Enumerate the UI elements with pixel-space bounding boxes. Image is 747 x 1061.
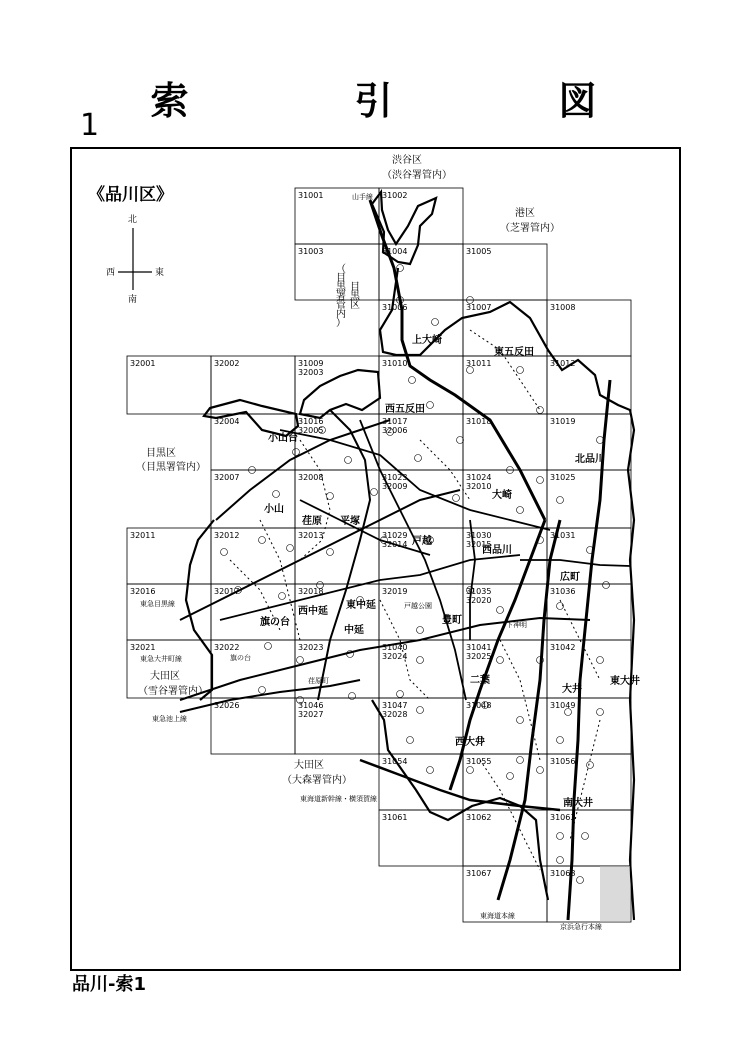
grid-cell-number: 31003: [298, 247, 324, 256]
sea-hatch: [600, 866, 630, 922]
town-nishioi: 西大井: [455, 737, 485, 748]
grid-cell[interactable]: [127, 584, 211, 640]
grid-cell-number: 32008: [298, 473, 324, 482]
district-marker: [221, 549, 228, 556]
grid-cell-number: 31041: [466, 643, 492, 652]
district-marker: [259, 687, 266, 694]
grid-cell-number: 31023: [382, 473, 408, 482]
meguro-north-char: ）: [336, 318, 346, 329]
town-nishishinagawa: 西品川: [482, 545, 512, 556]
sea-area: [600, 866, 630, 922]
grid-cell-number: 31030: [466, 531, 492, 540]
grid-cell-number: 31018: [466, 417, 492, 426]
district-marker: [293, 449, 300, 456]
grid-cell-number: 31031: [550, 531, 576, 540]
district-marker: [415, 455, 422, 462]
town-minamioi: 南大井: [563, 798, 593, 809]
ota-west-label: 大田区: [150, 671, 180, 682]
grid-cell-number: 31040: [382, 643, 408, 652]
district-boundary: [470, 330, 540, 410]
grid-cell[interactable]: [379, 244, 463, 300]
page-footer: 品川-索1: [72, 974, 146, 995]
grid-cell-number: 31029: [382, 531, 408, 540]
district-marker: [279, 593, 286, 600]
district-marker: [397, 691, 404, 698]
line-labels: [140, 192, 602, 931]
grid-cell-number: 32003: [298, 368, 324, 377]
district-marker: [371, 489, 378, 496]
grid-cell-number: 31004: [382, 247, 408, 256]
grid-cell-number: 32019: [382, 587, 408, 596]
grid-cell-number: 32010: [466, 482, 492, 491]
main-roads: [220, 420, 630, 700]
district-marker: [349, 693, 356, 700]
grid-cell-number: 32028: [382, 710, 408, 719]
grid-cell-number: 32005: [298, 426, 324, 435]
grid-cell[interactable]: [547, 470, 631, 528]
district-marker: [537, 407, 544, 414]
grid-cell-number: 32002: [214, 359, 240, 368]
main-road-5: [520, 560, 630, 566]
page-number: 1: [80, 108, 100, 143]
grid-cell-number: 32027: [298, 710, 324, 719]
meguro-north-char: （: [336, 264, 346, 275]
yamanote-label: 山手線: [352, 193, 373, 201]
district-marker: [597, 709, 604, 716]
town-hatanodai: 旗の台: [260, 617, 290, 628]
town-osaki: 大崎: [492, 490, 512, 501]
grid-cell-number: 31049: [550, 701, 576, 710]
meguro-north-char: 署: [336, 291, 346, 302]
index-grid: [127, 188, 631, 922]
town-nakanobu: 中延: [344, 625, 364, 636]
ward-label: 《品川区》: [88, 185, 173, 205]
district-marker: [417, 627, 424, 634]
district-marker: [517, 757, 524, 764]
grid-cell-number: 31019: [550, 417, 576, 426]
grid-cell-number: 32026: [214, 701, 240, 710]
town-labels: [260, 333, 640, 809]
district-boundary: [300, 440, 330, 560]
grid-cell-number: 31007: [466, 303, 492, 312]
district-marker: [497, 657, 504, 664]
grid-cell-number: 31035: [466, 587, 492, 596]
grid-cell-number: 31024: [466, 473, 492, 482]
grid-cell-number: 32007: [214, 473, 240, 482]
district-marker: [587, 762, 594, 769]
main-road-2: [360, 420, 466, 700]
district-marker: [407, 737, 414, 744]
tokaido-label: 東海道本線: [480, 912, 515, 920]
district-marker: [557, 857, 564, 864]
district-marker: [417, 657, 424, 664]
meguro-west-label: 目黒区: [146, 448, 176, 459]
grid-cell-number: 31063: [550, 813, 576, 822]
grid-cell[interactable]: [295, 698, 379, 754]
town-oi: 大井: [562, 684, 582, 695]
grid-cell-number: 32025: [466, 652, 492, 661]
grid-cell[interactable]: [463, 244, 547, 300]
ota-south-sub-label: （大森署管内）: [282, 775, 352, 786]
shibuya-sub-label: （渋谷署管内）: [382, 170, 452, 181]
district-marker: [507, 773, 514, 780]
town-hiromachi: 広町: [560, 572, 580, 583]
grid-cell-number: 31005: [466, 247, 492, 256]
grid-cell[interactable]: [463, 640, 547, 698]
district-marker: [287, 545, 294, 552]
grid-cell-number: 31011: [466, 359, 492, 368]
district-numerals: [221, 265, 610, 884]
district-marker: [582, 833, 589, 840]
grid-cell[interactable]: [547, 698, 631, 754]
grid-cell-number: 31056: [550, 757, 576, 766]
district-marker: [597, 437, 604, 444]
district-marker: [327, 549, 334, 556]
tokaido-main-line: [498, 520, 560, 900]
oimachi-line-label: 東急大井町線: [140, 655, 182, 663]
grid-cell-number: 31048: [466, 701, 492, 710]
meguro-line-branch: [318, 410, 370, 700]
grid-cell[interactable]: [547, 810, 631, 866]
district-marker: [517, 507, 524, 514]
grid-cell-number: 31006: [382, 303, 408, 312]
minato-label: 港区: [515, 208, 535, 219]
grid-cell[interactable]: [547, 300, 631, 356]
meguro-line-label: 東急目黒線: [140, 600, 175, 608]
grid-cell-number: 32023: [298, 643, 324, 652]
grid-cell[interactable]: [211, 470, 295, 528]
district-marker: [327, 493, 334, 500]
compass-south: 南: [128, 295, 138, 305]
grid-cell-number: 31002: [382, 191, 408, 200]
compass: [106, 213, 164, 305]
town-nishinakanobu: 西中延: [298, 606, 328, 617]
district-marker: [497, 607, 504, 614]
grid-cell-number: 31042: [550, 643, 576, 652]
togoshi-park-label: 戸越公園: [404, 602, 432, 610]
grid-cell[interactable]: [463, 584, 547, 640]
meguro-north-char: 区: [350, 300, 360, 311]
district-marker: [345, 457, 352, 464]
town-koyama: 小山: [264, 504, 284, 515]
district-marker: [537, 477, 544, 484]
meguro-west-sub-label: （目黒署管内）: [136, 462, 206, 473]
ota-west-sub-label: （雪谷署管内）: [138, 686, 208, 697]
grid-cell-number: 31017: [382, 417, 408, 426]
grid-cell-number: 31012: [550, 359, 576, 368]
district-marker: [453, 495, 460, 502]
grid-cell-number: 32017: [214, 587, 240, 596]
district-marker: [557, 497, 564, 504]
compass-east: 東: [155, 268, 165, 278]
grid-cell-number: 32001: [130, 359, 156, 368]
grid-cell-number: 31008: [550, 303, 576, 312]
hatanodai-station-label: 旗の台: [230, 654, 251, 662]
town-ebara: 荏原: [302, 516, 322, 527]
grid-cell-number: 31047: [382, 701, 408, 710]
shibuya-label: 渋谷区: [392, 155, 422, 166]
meguro-north-char: 黒: [350, 291, 360, 302]
meguro-north-char: 目: [336, 273, 346, 284]
grid-cell-number: 32015: [466, 540, 492, 549]
grid-cell-number: 32006: [382, 426, 408, 435]
district-marker: [517, 367, 524, 374]
grid-cell-number: 31001: [298, 191, 324, 200]
meguro-north-char: 黒: [336, 282, 346, 293]
town-yutakacho: 豊町: [442, 615, 462, 626]
district-marker: [597, 657, 604, 664]
grid-cell-number: 31036: [550, 587, 576, 596]
town-higashigotanda: 東五反田: [494, 347, 534, 358]
district-marker: [409, 377, 416, 384]
grid-cell-number: 31025: [550, 473, 576, 482]
grid-cell-number: 32016: [130, 587, 156, 596]
grid-cell-number: 32014: [382, 540, 408, 549]
grid-cell-number: 31010: [382, 359, 408, 368]
grid-cell-number: 31009: [298, 359, 324, 368]
keikyu-label: 京浜急行本線: [560, 923, 602, 931]
grid-cell[interactable]: [211, 528, 295, 584]
district-marker: [557, 833, 564, 840]
grid-cell-number: 31054: [382, 757, 408, 766]
district-marker: [517, 717, 524, 724]
grid-cell[interactable]: [379, 640, 463, 698]
district-boundary: [500, 640, 540, 760]
grid-cell-number: 32021: [130, 643, 156, 652]
town-kitashinagawa: 北品川: [575, 454, 605, 465]
grid-cell-number: 31046: [298, 701, 324, 710]
ebaramachi-label: 荏原町: [308, 677, 329, 685]
shimoshinmei-label: 下神明: [506, 621, 527, 629]
compass-west: 西: [106, 268, 116, 278]
meguro-north-label: [336, 263, 361, 329]
district-marker: [427, 767, 434, 774]
grid-cell-number: 31055: [466, 757, 492, 766]
district-marker: [537, 767, 544, 774]
shinkansen-label: 東海道新幹線・横須賀線: [300, 795, 377, 803]
town-futaba: 二葉: [470, 675, 490, 686]
district-marker: [259, 537, 266, 544]
grid-cell-number: 31062: [466, 813, 492, 822]
ota-south-label: 大田区: [294, 760, 324, 771]
town-higashinakanobu: 東中延: [346, 600, 376, 611]
district-marker: [577, 877, 584, 884]
grid-cell-number: 32022: [214, 643, 240, 652]
town-hiratsuka: 平塚: [340, 516, 360, 527]
minato-sub-label: （芝署管内）: [500, 223, 560, 234]
district-marker: [273, 491, 280, 498]
grid-cell[interactable]: [127, 356, 211, 414]
grid-cell-number: 32020: [466, 596, 492, 605]
grid-cell-number: 31068: [550, 869, 576, 878]
area-labels: [136, 153, 560, 786]
district-marker: [603, 582, 610, 589]
town-koyamadai: 小山台: [268, 433, 298, 444]
grid-cell-number: 32013: [298, 531, 324, 540]
ward-boundary: [186, 192, 634, 920]
ikegami-line-label: 東急池上線: [152, 715, 187, 723]
grid-cell[interactable]: [127, 528, 211, 584]
grid-cell-number: 31067: [466, 869, 492, 878]
grid-cell-number: 32018: [298, 587, 324, 596]
district-marker: [417, 707, 424, 714]
district-marker: [427, 402, 434, 409]
grid-cell[interactable]: [547, 640, 631, 698]
district-marker: [457, 437, 464, 444]
compass-north: 北: [128, 215, 138, 225]
town-togoshi: 戸越: [412, 536, 432, 547]
town-nishigotanda: 西五反田: [385, 404, 425, 415]
grid-cell-number: 32004: [214, 417, 240, 426]
grid-cell[interactable]: [295, 356, 379, 414]
meguro-north-char: 内: [336, 309, 346, 320]
district-marker: [265, 643, 272, 650]
grid-cell-number: 32012: [214, 531, 240, 540]
grid-cell-number: 32011: [130, 531, 156, 540]
grid-cell[interactable]: [463, 414, 547, 470]
town-higashioi: 東大井: [610, 676, 640, 687]
meguro-north-char: 管: [336, 300, 346, 311]
meguro-north-char: 目: [350, 282, 360, 293]
grid-cell-number: 32009: [382, 482, 408, 491]
district-marker: [557, 737, 564, 744]
grid-cell[interactable]: [379, 414, 463, 470]
grid-cell-number: 31016: [298, 417, 324, 426]
district-marker: [432, 319, 439, 326]
grid-cell-number: 31061: [382, 813, 408, 822]
grid-cell[interactable]: [463, 356, 547, 414]
page-title: 索 引 図: [150, 79, 661, 123]
grid-cell[interactable]: [211, 698, 295, 754]
town-kamiosaki: 上大崎: [412, 335, 442, 346]
district-marker: [297, 657, 304, 664]
grid-cell-number: 32024: [382, 652, 408, 661]
district-marker: [467, 767, 474, 774]
